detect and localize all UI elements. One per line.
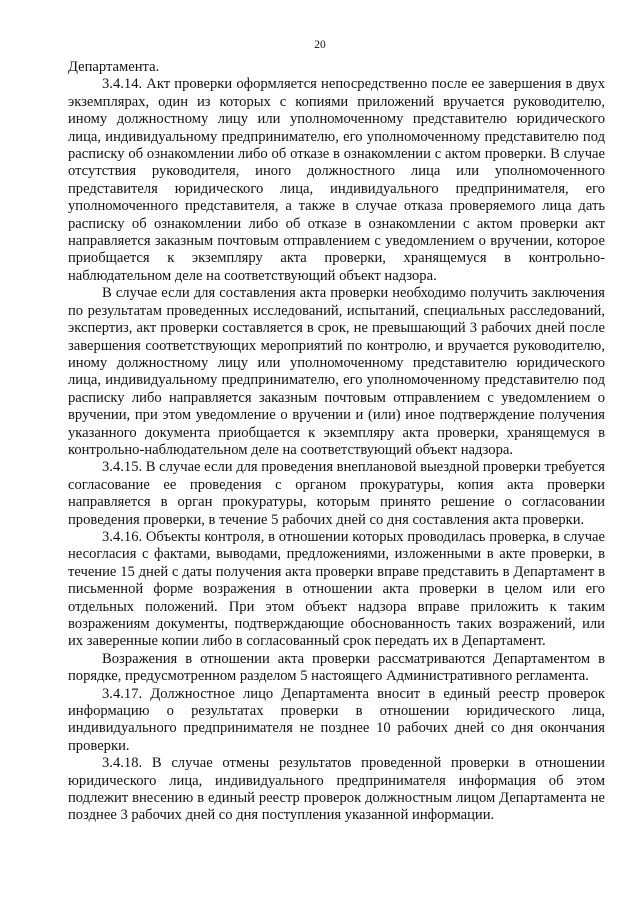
paragraph-3-4-16: 3.4.16. Объекты контроля, в отношении которых проводилась проверка, в случае несогласия с фактами, выводами, предложениями, изложенными в акте проверки, в течение 15 дней с даты получения акта проверки вправе представить в Департамент в письменной форме возражения в отношении акта проверки в целом или его отдельных положений. При этом объект надзора вправе приложить к таким возражениям документы, подтверждающие обоснованность таких возражений, или их заверенные копии либо в согласованный срок передать их в Департамент. [68, 528, 605, 650]
paragraph-objections: Возражения в отношении акта проверки рассматриваются Департаментом в порядке, предусмотренном разделом 5 настоящего Административного регламента. [68, 650, 605, 685]
paragraph-3-4-18: 3.4.18. В случае отмены результатов проведенной проверки в отношении юридического лица, индивидуального предпринимателя информация об этом подлежит внесению в единый реестр проверок должностным лицом Департамента не позднее 3 рабочих дней со дня поступления указанной информации. [68, 755, 605, 824]
paragraph-3-4-15: 3.4.15. В случае если для проведения внеплановой выездной проверки требуется согласование ее проведения с органом прокуратуры, копия акта проверки направляется в орган прокуратуры, которым принято решение о согласовании проведения проверки, в течение 5 рабочих дней со дня составления акта проверки. [68, 459, 605, 528]
page-number: 20 [314, 39, 326, 51]
paragraph-3-4-14: 3.4.14. Акт проверки оформляется непосредственно после ее завершения в двух экземплярах, один из которых с копиями приложений вручается руководителю, иному должностному лицу или уполномоченному представителю юридического лица, индивидуальному предпринимателю, его уполномоченному представителю под расписку об ознакомлении либо об отказе в ознакомлении с актом проверки. В случае отсутствия руководителя, иного должностного лица или уполномоченного представителя юридического лица, индивидуального предпринимателя, его уполномоченного представителя, а также в случае отказа проверяемого лица дать расписку об ознакомлении либо об отказе в ознакомлении с актом проверки акт направляется заказным почтовым отправлением с уведомлением о вручении, которое приобщается к экземпляру акта проверки, хранящемуся в контрольно-наблюдательном деле на соответствующий объект надзора. [68, 76, 605, 284]
paragraph-3-4-17: 3.4.17. Должностное лицо Департамента вносит в единый реестр проверок информацию о результатах проверки в отношении юридического лица, индивидуального предпринимателя не позднее 10 рабочих дней со дня окончания проверки. [68, 685, 605, 754]
paragraph-conclusions-case: В случае если для составления акта проверки необходимо получить заключения по результатам проведенных исследований, испытаний, специальных расследований, экспертиз, акт проверки составляется в срок, не превышающий 3 рабочих дней после завершения соответствующих мероприятий по контролю, и вручается руководителю, иному должностному лицу или уполномоченному представителю юридического лица, индивидуальному предпринимателю, его уполномоченному представителю под расписку либо направляется заказным почтовым отправлением с уведомлением о вручении, при этом уведомление о вручении и (или) иное подтверждение получения указанного документа приобщается к экземпляру акта проверки, хранящемуся в контрольно-наблюдательном деле на соответствующий объект надзора. [68, 285, 605, 458]
document-body [68, 59, 605, 825]
paragraph-continuation: Департамента. [68, 59, 160, 75]
